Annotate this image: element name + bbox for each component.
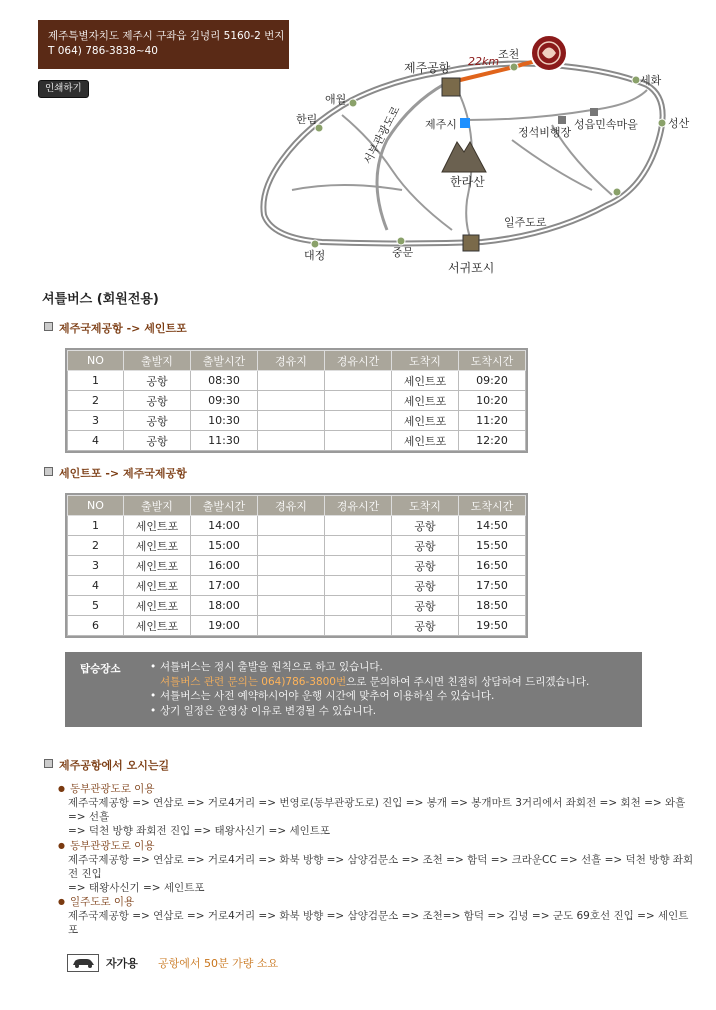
address-text: 제주특별자치도 제주시 구좌읍 김녕리 5160-2 번지 [48, 30, 285, 42]
column-header: 출발시간 [191, 496, 258, 516]
table-cell: 공항 [392, 516, 459, 536]
table-cell: 4 [68, 576, 124, 596]
table2-title: 세인트포 -> 제주국제공항 [44, 465, 187, 481]
route-desc: => 덕천 방향 좌회전 진입 => 태왕사신기 => 세인트포 [68, 825, 331, 837]
table-cell: 세인트포 [392, 411, 459, 431]
column-header: 도착시간 [459, 496, 526, 516]
table2 [65, 493, 528, 638]
table-cell [258, 391, 325, 411]
table-cell: 세인트포 [392, 371, 459, 391]
table-cell: 공항 [392, 536, 459, 556]
notice-line: • 셔틀버스는 정시 출발을 원칙으로 하고 있습니다. [150, 661, 383, 673]
table-cell: 14:50 [459, 516, 526, 536]
table-cell: 19:00 [191, 616, 258, 636]
table-cell [258, 556, 325, 576]
column-header: 출발지 [124, 496, 191, 516]
svg-text:제주시: 제주시 [425, 118, 457, 131]
table-cell: 1 [68, 516, 124, 536]
table-cell [325, 431, 392, 451]
column-header: 출발시간 [191, 351, 258, 371]
table-row [68, 596, 526, 616]
column-header: 경유지 [258, 351, 325, 371]
column-header: 출발지 [124, 351, 191, 371]
table-cell: 공항 [392, 576, 459, 596]
table-cell: 3 [68, 556, 124, 576]
table-cell: 19:50 [459, 616, 526, 636]
svg-text:중문: 중문 [392, 246, 414, 259]
column-header: 도착시간 [459, 351, 526, 371]
route-desc: => 태왕사신기 => 세인트포 [68, 882, 205, 894]
svg-text:서부관광도로: 서부관광도로 [361, 104, 403, 167]
route-desc: 제주국제공항 => 연삼로 => 거로4거리 => 번영로(동부관광도로) 진입 => 봉개 => 봉개마트 3거리에서 좌회전 => 회천 => 와흘 => 선흘 [68, 797, 686, 823]
notice-line: • 상기 일정은 운영상 이유로 변경될 수 있습니다. [150, 704, 377, 717]
table-row [68, 431, 526, 451]
route-item [58, 839, 698, 895]
svg-text:조천: 조천 [498, 48, 520, 61]
table-row [68, 411, 526, 431]
route-desc: 제주국제공항 => 연삼로 => 거로4거리 => 화북 방향 => 삼양검문소 => 조천 => 함덕 => 크라운CC => 선흘 => 덕천 방향 좌회전 진입 [68, 854, 694, 880]
table-cell: 세인트포 [392, 391, 459, 411]
table-cell: 공항 [124, 411, 191, 431]
table-cell: 10:30 [191, 411, 258, 431]
svg-text:일주도로: 일주도로 [504, 216, 547, 229]
directions-title: 제주공항에서 오시는길 [44, 757, 169, 773]
car-label: 자가용 [106, 957, 138, 970]
svg-text:성읍민속마을: 성읍민속마을 [574, 118, 638, 131]
table-cell: 15:50 [459, 536, 526, 556]
table-row [68, 576, 526, 596]
table-cell: 세인트포 [124, 536, 191, 556]
svg-text:대정: 대정 [304, 249, 326, 262]
table-cell: 공항 [124, 371, 191, 391]
square-bullet-icon [44, 759, 53, 768]
route-name: ● 동부관광도로 이용 [58, 782, 698, 796]
svg-text:한림: 한림 [296, 113, 318, 126]
table-cell: 세인트포 [392, 431, 459, 451]
table-cell [258, 576, 325, 596]
airport-marker [442, 78, 460, 96]
table1-header-row [68, 351, 526, 371]
table-row [68, 371, 526, 391]
table1-title: 제주국제공항 -> 세인트포 [44, 320, 187, 336]
table-cell: 17:00 [191, 576, 258, 596]
table-cell [325, 556, 392, 576]
table-cell [325, 391, 392, 411]
column-header: NO [68, 496, 124, 516]
svg-text:한라산: 한라산 [450, 175, 485, 189]
car-text: 공항에서 50분 가량 소요 [158, 957, 279, 970]
table-cell: 14:00 [191, 516, 258, 536]
table-row [68, 391, 526, 411]
table-cell: 4 [68, 431, 124, 451]
table-cell [258, 536, 325, 556]
column-header: 도착지 [392, 351, 459, 371]
table-cell: 16:50 [459, 556, 526, 576]
table-cell: 11:20 [459, 411, 526, 431]
table-cell [258, 516, 325, 536]
route-name: ● 일주도로 이용 [58, 895, 698, 909]
table-cell [325, 411, 392, 431]
table-cell [325, 616, 392, 636]
table-cell: 세인트포 [124, 596, 191, 616]
square-bullet-icon [44, 467, 53, 476]
table-cell: 09:30 [191, 391, 258, 411]
notice-box [65, 652, 642, 727]
jeju-map [252, 20, 690, 285]
table-cell: 2 [68, 391, 124, 411]
phone-text: T 064) 786-3838~40 [48, 45, 158, 57]
table-cell: 16:00 [191, 556, 258, 576]
table-cell: 2 [68, 536, 124, 556]
column-header: 경유시간 [325, 351, 392, 371]
svg-text:세화: 세화 [640, 74, 662, 87]
label-airport: 제주공항 [404, 61, 451, 75]
table-cell: 공항 [124, 431, 191, 451]
table-cell [258, 411, 325, 431]
table-cell [258, 616, 325, 636]
table-row [68, 536, 526, 556]
notice-line: 셔틀버스 관련 문의는 064)786-3800번으로 문의하여 주시면 친절히 상담하여 드리겠습니다. [160, 675, 590, 688]
table-cell: 17:50 [459, 576, 526, 596]
print-button[interactable]: 인쇄하기 [38, 80, 89, 98]
route-item [58, 782, 698, 838]
table-cell: 공항 [392, 616, 459, 636]
column-header: 경유지 [258, 496, 325, 516]
label-distance: 22km [468, 55, 500, 68]
svg-text:성산: 성산 [668, 117, 690, 130]
table-row [68, 556, 526, 576]
table-cell: 3 [68, 411, 124, 431]
table-cell: 18:50 [459, 596, 526, 616]
table-cell: 공항 [392, 556, 459, 576]
table-row [68, 616, 526, 636]
table2-header-row [68, 496, 526, 516]
table-cell: 5 [68, 596, 124, 616]
table-cell: 세인트포 [124, 576, 191, 596]
table-cell [325, 596, 392, 616]
table-cell: 12:20 [459, 431, 526, 451]
table-cell [325, 516, 392, 536]
table-cell: 세인트포 [124, 556, 191, 576]
square-bullet-icon [44, 322, 53, 331]
table-cell [325, 371, 392, 391]
table-cell [325, 536, 392, 556]
table-cell: 11:30 [191, 431, 258, 451]
table-cell: 18:00 [191, 596, 258, 616]
svg-text:애월: 애월 [325, 93, 347, 106]
route-desc: 제주국제공항 => 연삼로 => 거로4거리 => 화북 방향 => 삼양검문소 => 조천=> 함덕 => 김녕 => 군도 69호선 진입 => 세인트포 [68, 910, 689, 936]
svg-text:서귀포시: 서귀포시 [448, 261, 495, 275]
table-cell: 15:00 [191, 536, 258, 556]
table-cell [258, 431, 325, 451]
table-cell [325, 576, 392, 596]
notice-label: 탑승장소 [80, 663, 121, 675]
svg-text:정석비행장: 정석비행장 [518, 126, 572, 139]
table-cell: 공항 [124, 391, 191, 411]
route-item [58, 895, 698, 937]
table-cell: 08:30 [191, 371, 258, 391]
table-cell: 공항 [392, 596, 459, 616]
table-cell: 1 [68, 371, 124, 391]
table-row [68, 516, 526, 536]
table-cell: 09:20 [459, 371, 526, 391]
route-name: ● 동부관광도로 이용 [58, 839, 698, 853]
table-cell: 6 [68, 616, 124, 636]
table-cell [258, 596, 325, 616]
column-header: 경유시간 [325, 496, 392, 516]
column-header: 도착지 [392, 496, 459, 516]
notice-line: • 셔틀버스는 사전 예약하시어야 운행 시간에 맞추어 이용하실 수 있습니다. [150, 690, 495, 702]
car-icon [67, 954, 99, 972]
table-cell: 10:20 [459, 391, 526, 411]
table-cell [258, 371, 325, 391]
column-header: NO [68, 351, 124, 371]
table-cell: 세인트포 [124, 516, 191, 536]
table-cell: 세인트포 [124, 616, 191, 636]
section-title: 셔틀버스 (회원전용) [42, 292, 159, 307]
table1 [65, 348, 528, 453]
